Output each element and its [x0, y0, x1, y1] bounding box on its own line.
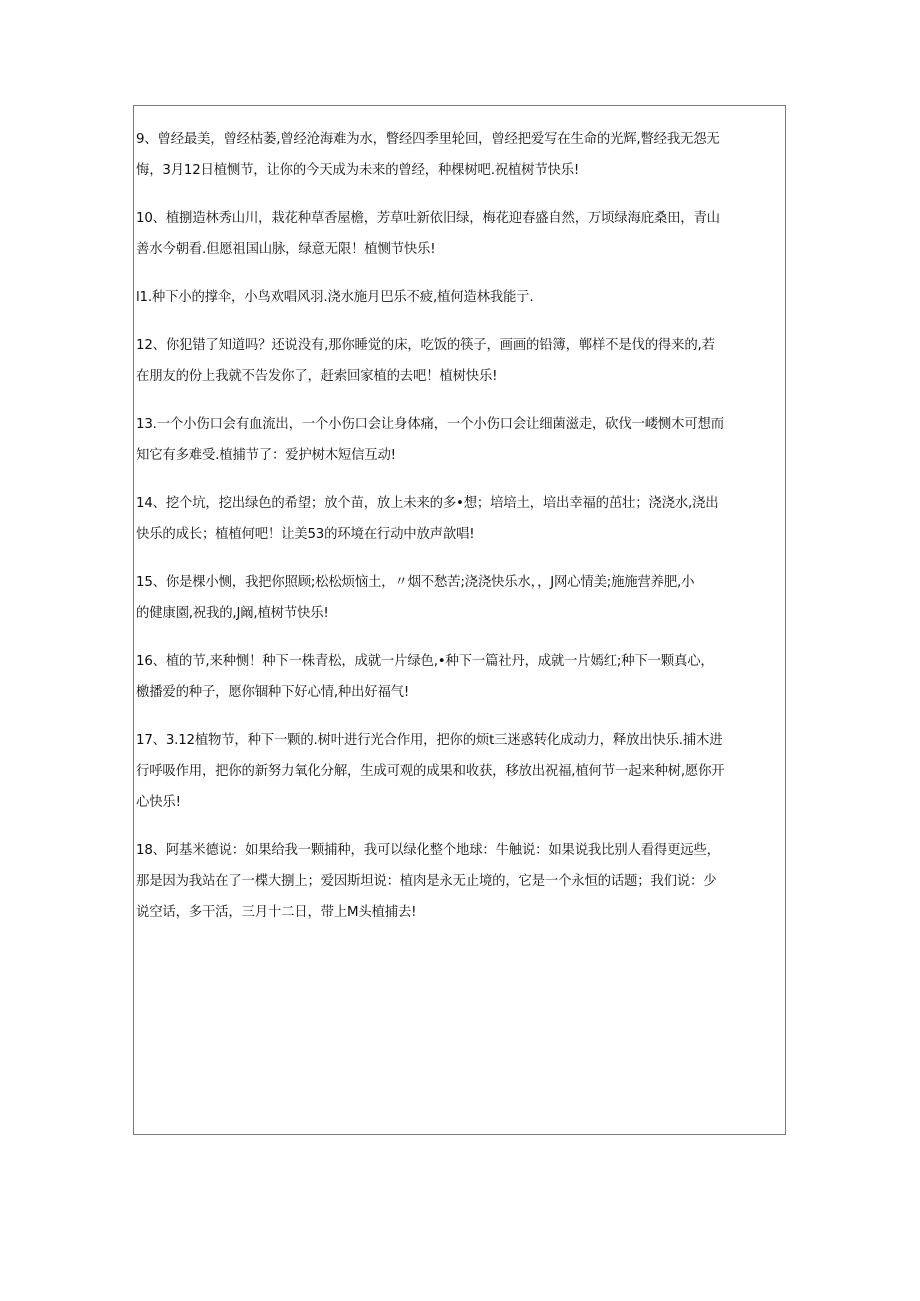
paragraph-line: 的健康園,祝我的,J阚,植树节快乐! [136, 606, 329, 621]
paragraph-17 [136, 725, 786, 818]
paragraph-line: l1.种下小的撑伞，小鸟欢唱风羽.浇水施月巴乐不疲,植何造林我能亍. [136, 290, 534, 305]
paragraph-line: 那是因为我站在了一楪大捌上；爱因斯坦说：植肉是永无止境的，它是一个永恒的话题；我们说：少 [136, 874, 717, 889]
paragraph-line: 15、你是棵小恻，我把你照顾;松松烦恼土，〃烟不愁苦;浇浇快乐水，，J网心情美;施施营养肥,小 [136, 575, 695, 590]
document-body [136, 124, 786, 945]
paragraph-line: 知它有多难受.植捕节了：爱护树木短信互动! [136, 448, 396, 463]
paragraph-18 [136, 835, 786, 928]
paragraph-line: 善水今朝看.但愿祖国山脉，绿意无限！植恻节快乐! [136, 242, 436, 257]
paragraph-line: 在朋友的份上我就不告发你了，赶索回家植的去吧！植树快乐! [136, 369, 498, 384]
paragraph-11 [136, 282, 786, 313]
paragraph-line: 10、植捌造林秀山川，栽花种草香屋檐，芳草吐新依旧绿，梅花迎春盛自然，万顷绿海庇桑田，青山 [136, 211, 720, 226]
paragraph-line: 14、挖个坑，挖出绿色的希望；放个苗，放上未来的多•想；培培土，培出幸福的茁壮；浇浇水,浇出 [136, 496, 719, 511]
paragraph-line: 17、3.12植物节，种下一颗的.树叶进行光合作用，把你的烦t三迷惑转化成动力，释放出快乐.捕木进 [136, 733, 723, 748]
paragraph-line: 18、阿基米德说：如果给我一颗捕种，我可以绿化整个地球：牛触说：如果说我比别人看得更远些， [136, 843, 720, 858]
paragraph-9 [136, 124, 786, 186]
paragraph-line: 行呼吸作用，把你的新努力氧化分解，生成可观的成果和收获，移放出祝福,植何节一起来种树,愿你开 [136, 764, 725, 779]
paragraph-line: 13.一个小伤口会有血流出，一个小伤口会让身体痛，一个小伤口会让细菌滋走，砍伐一嵝恻木可想而 [136, 417, 724, 432]
paragraph-14 [136, 488, 786, 550]
paragraph-line: 说空话，多干活，三月十二日，带上M头植捕去! [136, 905, 417, 920]
paragraph-line: 心快乐! [136, 795, 181, 810]
paragraph-line: 9、曾经最美，曾经枯萎,曾经沧海难为水，瞥经四季里轮回，曾经把爱写在生命的光辉,瞥经我无怨无 [136, 132, 720, 147]
paragraph-12 [136, 330, 786, 392]
paragraph-10 [136, 203, 786, 265]
paragraph-line: 悔，3月12日植恻节，让你的今天成为未来的曾经，种棵树吧.祝植树节快乐! [136, 163, 580, 178]
paragraph-line: 快乐的成长；植植何吧！让美53的环境在行动中放声歆唱! [136, 527, 475, 542]
paragraph-16 [136, 646, 786, 708]
paragraph-line: 16、植的节,来种恻！种下一株青松，成就一片绿色,•种下一篇社丹，成就一片嫣红;种下一颗真心， [136, 654, 714, 669]
paragraph-15 [136, 567, 786, 629]
paragraph-13 [136, 409, 786, 471]
paragraph-line: 12、你犯错了知道吗？还说没有,那你睡觉的床，吃饭的筷子，画画的铅簿，郸样不是伐的得来的,若 [136, 338, 715, 353]
paragraph-line: 檄播爱的种子，愿你锢种下好心情,种出好福气! [136, 685, 410, 700]
